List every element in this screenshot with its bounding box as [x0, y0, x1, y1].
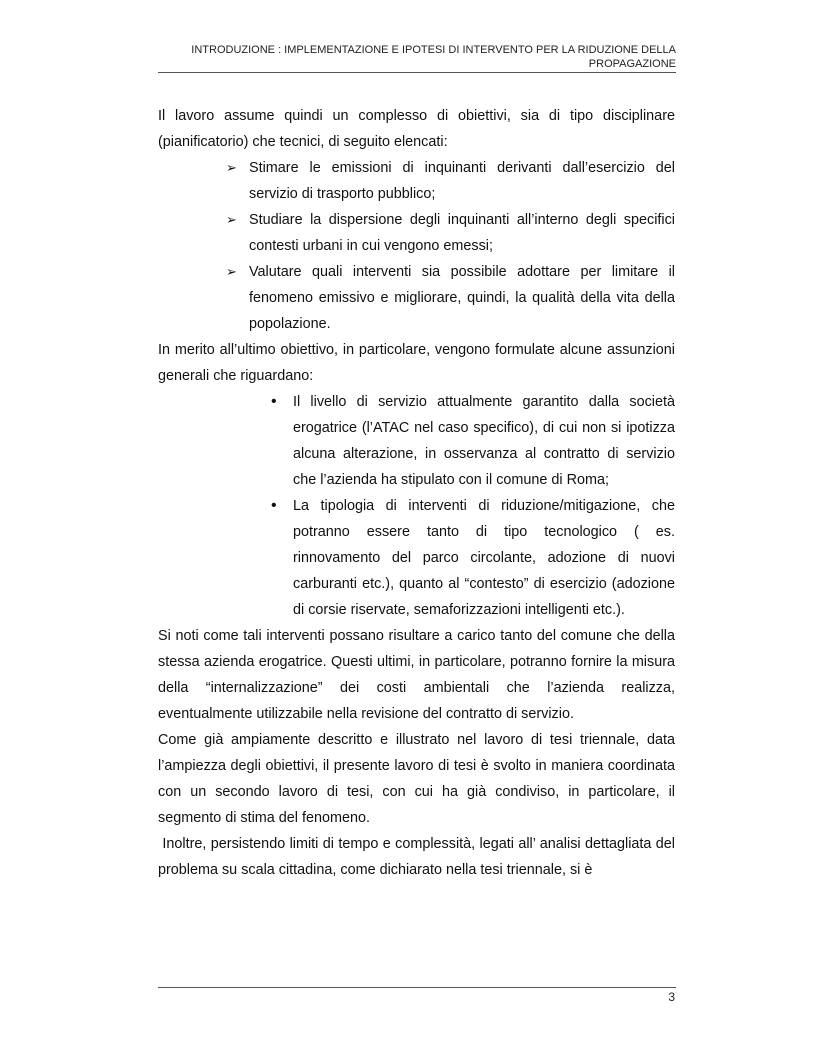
list-item: [224, 207, 675, 259]
arrow-bullet-icon: ➢: [226, 160, 237, 175]
header-divider: [158, 72, 676, 73]
list-item: [224, 155, 675, 207]
assumptions-intro: In merito all’ultimo obiettivo, in particolare, vengono formulate alcune assunzioni generali che riguardano:: [158, 342, 675, 384]
arrow-bullet-icon: ➢: [226, 264, 237, 279]
dot-bullet-icon: •: [271, 497, 277, 514]
page-body: [158, 103, 680, 883]
list-item: [268, 493, 675, 623]
intro-paragraph: Il lavoro assume quindi un complesso di obiettivi, sia di tipo disciplinare (pianificatorio) che tecnici, di seguito elencati:: [158, 108, 675, 150]
assumptions-list: [158, 389, 675, 623]
list-item-text: Studiare la dispersione degli inquinanti all’interno degli specifici contesti urbani in cui vengono emessi;: [249, 212, 675, 254]
list-item-text: Stimare le emissioni di inquinanti derivanti dall’esercizio del servizio di trasporto pubblico;: [249, 160, 675, 202]
list-item-text: Il livello di servizio attualmente garantito dalla società erogatrice (l’ATAC nel caso specifico), di cui non si ipotizza alcuna alterazione, in osservanza al contratto di servizio che l’azienda ha stipulato con il comune di Roma;: [293, 394, 675, 488]
footer-divider: [158, 987, 676, 988]
costs-paragraph: Si noti come tali interventi possano risultare a carico tanto del comune che della stessa azienda erogatrice. Questi ultimi, in particolare, potranno fornire la misura della “internalizzazione” dei costi ambientali che l’azienda realizza, eventualmente utilizzabile nella revisione del contratto di servizio.: [158, 628, 675, 722]
thesis-paragraph: Come già ampiamente descritto e illustrato nel lavoro di tesi triennale, data l’ampiezza degli obiettivi, il presente lavoro di tesi è svolto in maniera coordinata con un secondo lavoro di tesi, con cui ha già condiviso, in particolare, il segmento di stima del fenomeno.: [158, 732, 675, 826]
header-title: INTRODUZIONE : IMPLEMENTAZIONE E IPOTESI DI INTERVENTO PER LA RIDUZIONE DELLA PROPAGAZIONE: [191, 44, 676, 70]
list-item-text: Valutare quali interventi sia possibile adottare per limitare il fenomeno emissivo e migliorare, quindi, la qualità della vita della popolazione.: [249, 264, 675, 332]
list-item-text: La tipologia di interventi di riduzione/mitigazione, che potranno essere tanto di tipo tecnologico ( es. rinnovamento del parco circolante, adozione di nuovi carburanti etc.), quanto al “contesto” di esercizio (adozione di corsie riservate, semaforizzazioni intelligenti etc.).: [293, 498, 675, 618]
dot-bullet-icon: •: [271, 393, 277, 410]
page-number: 3: [668, 990, 675, 1004]
arrow-bullet-icon: ➢: [226, 212, 237, 227]
limits-paragraph: Inoltre, persistendo limiti di tempo e complessità, legati all’ analisi dettagliata del problema su scala cittadina, come dichiarato nella tesi triennale, si è: [158, 836, 680, 878]
objectives-list: [158, 155, 675, 337]
running-header: [158, 43, 676, 71]
list-item: [268, 389, 675, 493]
list-item: [224, 259, 675, 337]
